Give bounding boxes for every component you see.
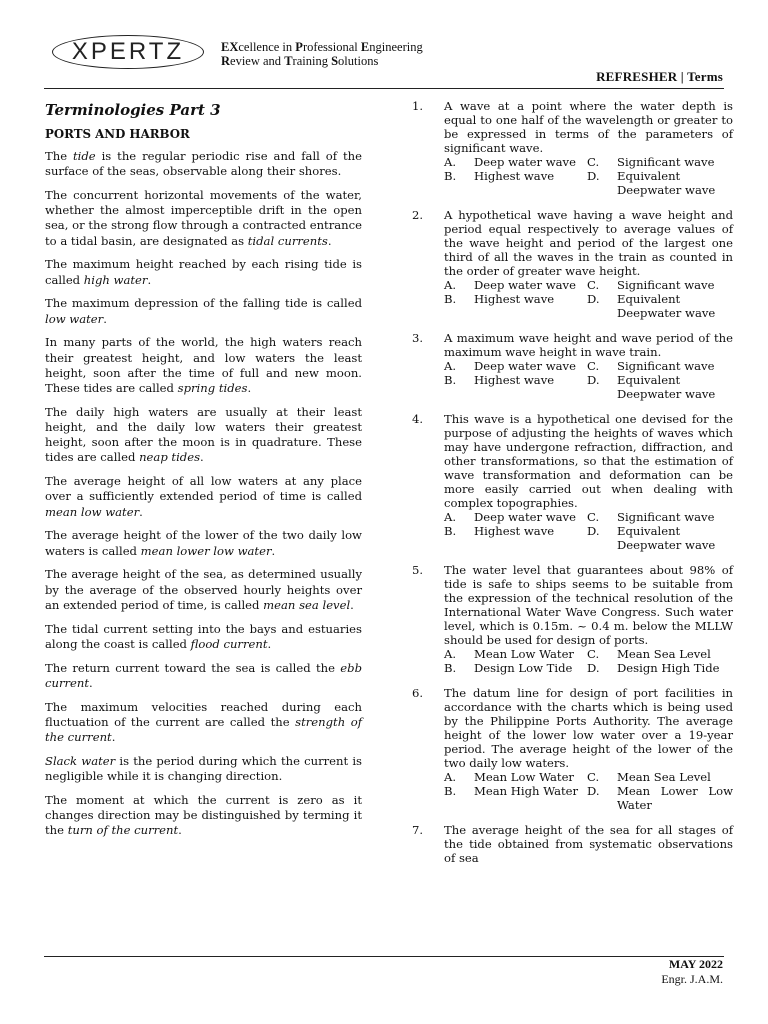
choice-text: Highest wave bbox=[474, 169, 555, 183]
definition-paragraph bbox=[45, 149, 362, 179]
question-number: 6. bbox=[412, 686, 424, 700]
choice-text: Significant wave bbox=[617, 155, 715, 169]
term-italic: neap tides bbox=[139, 450, 201, 465]
term-italic: flood current bbox=[190, 636, 268, 651]
choice-letter: B. bbox=[444, 169, 457, 183]
bold-initial: P bbox=[295, 40, 303, 54]
choice-letter: D. bbox=[587, 169, 600, 183]
question-item bbox=[412, 412, 733, 552]
choice-letter: A. bbox=[444, 510, 457, 524]
question-body bbox=[444, 99, 733, 197]
text-run: . bbox=[267, 636, 272, 651]
choice-letter: D. bbox=[587, 524, 600, 538]
question-text: The datum line for design of port facilities in accordance with the charts which is being used by the Philippine Ports Authority. The average height of the lower low water over a 19-year period. The average height of the lower of the two daily low waters. bbox=[444, 686, 733, 770]
definition-paragraph bbox=[45, 622, 362, 652]
term-italic: tidal currents bbox=[247, 233, 328, 248]
choice-text: Deep water wave bbox=[474, 510, 576, 524]
question-body bbox=[444, 823, 733, 865]
text-run: is the regular periodic rise and fall of the surface of the seas, observable along their shores. bbox=[45, 149, 362, 179]
question-text: The water level that guarantees about 98% of tide is safe to ships seems to be suitable from the expression of the technical resolution of the International Water Wave Congress. Such water level, which is 0.15m. ~ 0.4 m. below the MLLW should be used for design of ports. bbox=[444, 563, 733, 647]
choice-letter: D. bbox=[587, 373, 600, 387]
text-run: . bbox=[247, 381, 252, 396]
term-italic: ebb current bbox=[45, 660, 362, 690]
question-text: This wave is a hypothetical one devised for the purpose of adjusting the heights of waves which may have undergone refraction, diffraction, and other transformations, so that the estimation of wave transformation and deformation can be more easily carried out when dealing with complex topographies. bbox=[444, 412, 733, 510]
text-run: . bbox=[111, 730, 116, 745]
choice-letter: B. bbox=[444, 292, 457, 306]
text-run: The maximum velocities reached during each fluctuation of the current are called the bbox=[45, 699, 362, 729]
footer-date: MAY 2022 bbox=[668, 957, 723, 971]
bold-initial: T bbox=[284, 54, 293, 68]
definition-paragraph bbox=[45, 528, 362, 558]
definition-paragraph bbox=[45, 754, 362, 784]
choice-letter: B. bbox=[444, 524, 457, 538]
definition-paragraph bbox=[45, 700, 362, 746]
choice-text: Equivalent Deepwater wave bbox=[617, 373, 716, 401]
choice-letter: A. bbox=[444, 359, 457, 373]
text-run: olutions bbox=[338, 54, 379, 68]
text-run: ngineering bbox=[369, 40, 423, 54]
choice-text: Design Low Tide bbox=[474, 661, 573, 675]
definition-paragraph bbox=[45, 793, 362, 839]
choice-text: Highest wave bbox=[474, 373, 555, 387]
choice-letter: B. bbox=[444, 661, 457, 675]
choice-text: Significant wave bbox=[617, 510, 715, 524]
text-run: The average height of the lower of the two daily low waters is called bbox=[45, 528, 362, 558]
term-italic: mean low water bbox=[45, 504, 140, 519]
choice-letter: C. bbox=[587, 359, 600, 373]
text-run: The average height of the sea, as determined usually by the average of the observed hourly heights over an extended period of time, is called bbox=[45, 567, 362, 612]
choice-letter: C. bbox=[587, 278, 600, 292]
choice-letter: A. bbox=[444, 647, 457, 661]
section-heading: PORTS AND HARBOR bbox=[45, 127, 190, 141]
choice-letter: D. bbox=[587, 661, 600, 675]
text-run: . bbox=[147, 272, 152, 287]
choice-text: Equivalent Deepwater wave bbox=[617, 292, 716, 320]
term-italic: high water bbox=[83, 272, 148, 287]
definition-paragraph bbox=[45, 335, 362, 396]
definition-paragraph bbox=[45, 567, 362, 613]
terminology-column bbox=[45, 100, 362, 847]
choice-letter: A. bbox=[444, 770, 457, 784]
text-run: The moment at which the current is zero as it changes direction may be distinguished by terming it the bbox=[45, 792, 362, 838]
question-text: A wave at a point where the water depth is equal to one half of the wavelength or greater to be expressed in terms of the parameters of significant wave. bbox=[444, 99, 733, 155]
choice-text: Equivalent Deepwater wave bbox=[617, 524, 716, 552]
tagline bbox=[221, 40, 423, 68]
text-run: In many parts of the world, the high waters reach their greatest height, and low waters the least height, soon after the time of full and new moon. These tides are called bbox=[45, 335, 362, 396]
choice-letter: C. bbox=[587, 155, 600, 169]
question-text: The average height of the sea for all stages of the tide obtained from systematic observations of sea bbox=[444, 823, 733, 865]
footer-divider bbox=[44, 956, 724, 957]
answer-choices bbox=[444, 770, 733, 812]
choice-text: Deep water wave bbox=[474, 278, 576, 292]
choice-text: Design High Tide bbox=[617, 661, 720, 675]
term-italic: turn of the current bbox=[67, 823, 179, 838]
text-run: The concurrent horizontal movements of the water, whether the almost imperceptible drift in the open sea, or the strong flow through a contracted entrance to a tidal basin, are designated as bbox=[45, 188, 362, 248]
question-item bbox=[412, 823, 733, 865]
xpertz-logo: XPERTZ bbox=[52, 35, 204, 69]
answer-choices bbox=[444, 359, 733, 401]
term-italic: spring tides bbox=[177, 381, 248, 396]
text-run: The return current toward the sea is called the bbox=[45, 660, 341, 675]
text-run: . bbox=[327, 233, 332, 248]
question-number: 2. bbox=[412, 208, 424, 222]
choice-text: Highest wave bbox=[474, 292, 555, 306]
question-list bbox=[412, 99, 733, 876]
tagline-line-1 bbox=[221, 40, 423, 54]
question-text: A hypothetical wave having a wave height and period equal respectively to average values of the wave height and period of the largest one third of all the waves in the train as counted in the order of greater wave height. bbox=[444, 208, 733, 278]
choice-text: Equivalent Deepwater wave bbox=[617, 169, 716, 197]
answer-choices bbox=[444, 647, 733, 675]
question-number: 1. bbox=[412, 99, 424, 113]
answer-choices bbox=[444, 155, 733, 197]
paragraph-list bbox=[45, 149, 362, 838]
term-italic: Slack water bbox=[45, 753, 116, 768]
choice-text: Significant wave bbox=[617, 359, 715, 373]
footer-author: Engr. J.A.M. bbox=[661, 972, 723, 986]
question-item bbox=[412, 563, 733, 675]
text-run: eview and bbox=[230, 54, 285, 68]
question-number: 5. bbox=[412, 563, 424, 577]
question-body bbox=[444, 563, 733, 675]
question-body bbox=[444, 331, 733, 401]
text-run: . bbox=[200, 450, 204, 465]
definition-paragraph bbox=[45, 188, 362, 249]
term-italic: tide bbox=[73, 149, 96, 163]
choice-letter: A. bbox=[444, 155, 457, 169]
choice-letter: C. bbox=[587, 647, 600, 661]
choice-letter: A. bbox=[444, 278, 457, 292]
question-number: 7. bbox=[412, 823, 424, 837]
choice-letter: B. bbox=[444, 373, 457, 387]
definition-paragraph bbox=[45, 661, 362, 691]
text-run: . bbox=[271, 543, 276, 558]
definition-paragraph bbox=[45, 405, 362, 466]
choice-letter: D. bbox=[587, 292, 600, 306]
question-item bbox=[412, 686, 733, 812]
term-italic: strength of the current bbox=[45, 714, 362, 745]
definition-paragraph bbox=[45, 257, 362, 287]
bold-initial: EX bbox=[221, 40, 239, 54]
text-run: The average height of all low waters at any place over a sufficiently extended period of time is called bbox=[45, 474, 362, 504]
term-italic: mean sea level bbox=[263, 597, 351, 612]
bold-initial: R bbox=[221, 54, 231, 68]
text-run: The bbox=[45, 149, 73, 163]
choice-letter: C. bbox=[587, 510, 600, 524]
text-run: . bbox=[178, 823, 182, 838]
choice-text: Mean Lower Low Water bbox=[617, 784, 733, 812]
choice-text: Mean Sea Level bbox=[617, 647, 711, 661]
text-run: . bbox=[350, 597, 354, 612]
question-body bbox=[444, 412, 733, 552]
text-run: The tidal current setting into the bays and estuaries along the coast is called bbox=[45, 621, 362, 651]
text-run: The daily high waters are usually at their least height, and the daily low waters their greatest height, soon after the moon is in quadrature. These tides are called bbox=[45, 404, 362, 465]
page-title: Terminologies Part 3 bbox=[45, 101, 221, 119]
text-run: . bbox=[139, 504, 143, 519]
choice-text: Significant wave bbox=[617, 278, 715, 292]
choice-letter: B. bbox=[444, 784, 457, 798]
text-run: The maximum depression of the falling tide is called bbox=[45, 296, 362, 311]
bold-initial: S bbox=[331, 54, 339, 68]
choice-text: Highest wave bbox=[474, 524, 555, 538]
choice-text: Mean High Water bbox=[474, 784, 579, 798]
text-run: rofessional bbox=[302, 40, 361, 54]
definition-paragraph bbox=[45, 474, 362, 520]
question-number: 3. bbox=[412, 331, 424, 345]
choice-letter: D. bbox=[587, 784, 600, 798]
text-run: . bbox=[103, 311, 107, 326]
bold-initial: E bbox=[360, 40, 370, 54]
choice-text: Mean Low Water bbox=[474, 770, 574, 784]
question-body bbox=[444, 686, 733, 812]
text-run: is the period during which the current is negligible while it is changing direction. bbox=[45, 753, 362, 784]
text-run: . bbox=[89, 675, 93, 690]
header-divider bbox=[44, 88, 724, 89]
choice-text: Deep water wave bbox=[474, 155, 576, 169]
choice-text: Mean Sea Level bbox=[617, 770, 711, 784]
answer-choices bbox=[444, 510, 733, 552]
choice-text: Mean Low Water bbox=[474, 647, 574, 661]
text-run: cellence in bbox=[238, 40, 296, 54]
question-number: 4. bbox=[412, 412, 424, 426]
term-italic: low water bbox=[45, 311, 104, 326]
question-item bbox=[412, 208, 733, 320]
term-italic: mean lower low water bbox=[140, 543, 272, 558]
question-item bbox=[412, 331, 733, 401]
choice-letter: C. bbox=[587, 770, 600, 784]
answer-choices bbox=[444, 278, 733, 320]
text-run: raining bbox=[292, 54, 332, 68]
definition-paragraph bbox=[45, 296, 362, 326]
question-item bbox=[412, 99, 733, 197]
question-text: A maximum wave height and wave period of the maximum wave height in wave train. bbox=[444, 331, 733, 359]
section-label: REFRESHER | Terms bbox=[596, 69, 723, 84]
tagline-line-2 bbox=[221, 54, 423, 68]
question-body bbox=[444, 208, 733, 320]
choice-text: Deep water wave bbox=[474, 359, 576, 373]
text-run: The maximum height reached by each rising tide is called bbox=[45, 257, 362, 287]
